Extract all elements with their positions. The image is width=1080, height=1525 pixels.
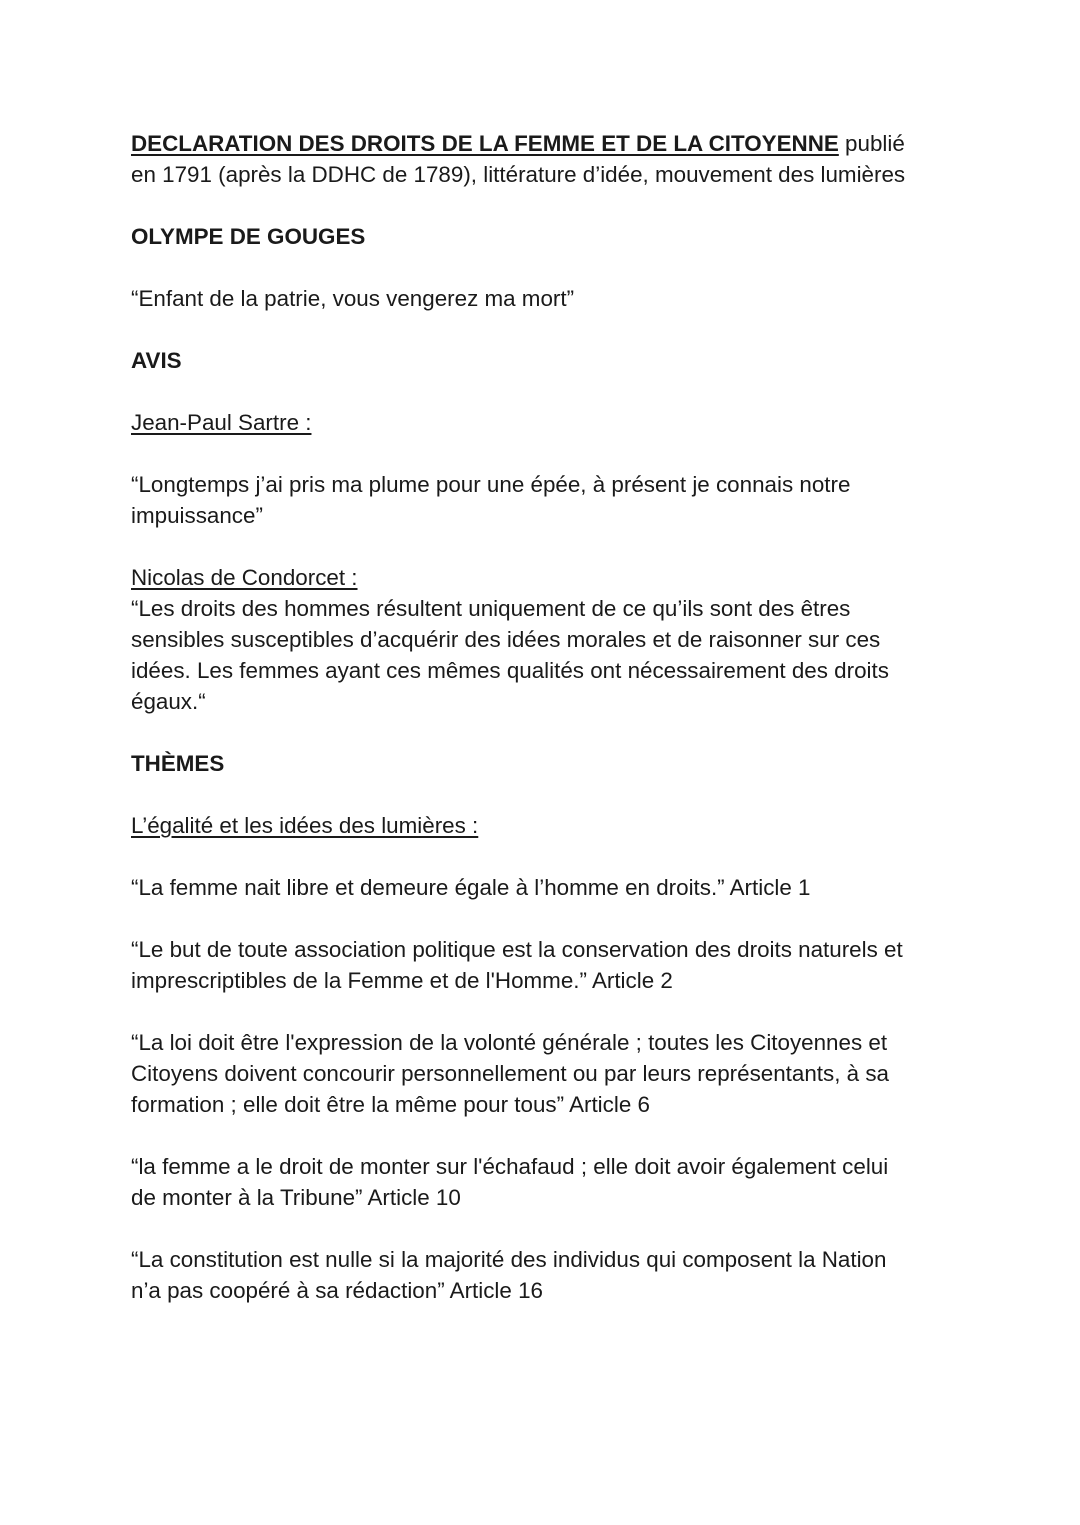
article10-line2: de monter à la Tribune” Article 10 — [131, 1185, 461, 1210]
sartre-quote-line1: “Longtemps j’ai pris ma plume pour une épée, à présent je connais notre — [131, 472, 851, 497]
article6-quote — [131, 1027, 961, 1120]
article6-line3: formation ; elle doit être la même pour tous” Article 6 — [131, 1092, 650, 1117]
article10-quote — [131, 1151, 961, 1213]
condorcet-quote-line1: “Les droits des hommes résultent uniquement de ce qu’ils sont des êtres — [131, 596, 851, 621]
article2-line2: imprescriptibles de la Femme et de l'Homme.” Article 2 — [131, 968, 673, 993]
article6-line1: “La loi doit être l'expression de la volonté générale ; toutes les Citoyennes et — [131, 1030, 888, 1055]
article16-quote — [131, 1244, 961, 1306]
sartre-quote-line2: impuissance” — [131, 503, 263, 528]
avis-heading: AVIS — [131, 348, 182, 373]
intro-text-line2: en 1791 (après la DDHC de 1789), littérature d’idée, mouvement des lumières — [131, 162, 906, 187]
document-page — [131, 128, 961, 1306]
condorcet-label: Nicolas de Condorcet : — [131, 565, 358, 590]
intro-text-line1: publié — [838, 131, 905, 156]
themes-heading: THÈMES — [131, 751, 225, 776]
condorcet-quote-line2: sensibles susceptibles d’acquérir des idées morales et de raisonner sur ces — [131, 627, 881, 652]
author-heading: OLYMPE DE GOUGES — [131, 224, 366, 249]
article10-line1: “la femme a le droit de monter sur l'échafaud ; elle doit avoir également celui — [131, 1154, 889, 1179]
condorcet-quote-line4: égaux.“ — [131, 689, 206, 714]
article1-quote: “La femme nait libre et demeure égale à l’homme en droits.” Article 1 — [131, 875, 811, 900]
themes-sub-label: L’égalité et les idées des lumières : — [131, 813, 479, 838]
intro-paragraph — [131, 128, 961, 190]
condorcet-block — [131, 562, 961, 717]
condorcet-quote-line3: idées. Les femmes ayant ces mêmes qualités ont nécessairement des droits — [131, 658, 889, 683]
author-quote: “Enfant de la patrie, vous vengerez ma mort” — [131, 286, 575, 311]
sartre-label-text: Jean-Paul Sartre : — [131, 410, 312, 435]
article6-line2: Citoyens doivent concourir personnellement ou par leurs représentants, à sa — [131, 1061, 889, 1086]
sartre-quote — [131, 469, 961, 531]
article16-line2: n’a pas coopéré à sa rédaction” Article 16 — [131, 1278, 543, 1303]
article2-line1: “Le but de toute association politique est la conservation des droits naturels et — [131, 937, 903, 962]
themes-sub — [131, 810, 961, 841]
article2-quote — [131, 934, 961, 996]
document-title: DECLARATION DES DROITS DE LA FEMME ET DE LA CITOYENNE — [131, 131, 839, 156]
article16-line1: “La constitution est nulle si la majorité des individus qui composent la Nation — [131, 1247, 887, 1272]
sartre-label — [131, 407, 961, 438]
